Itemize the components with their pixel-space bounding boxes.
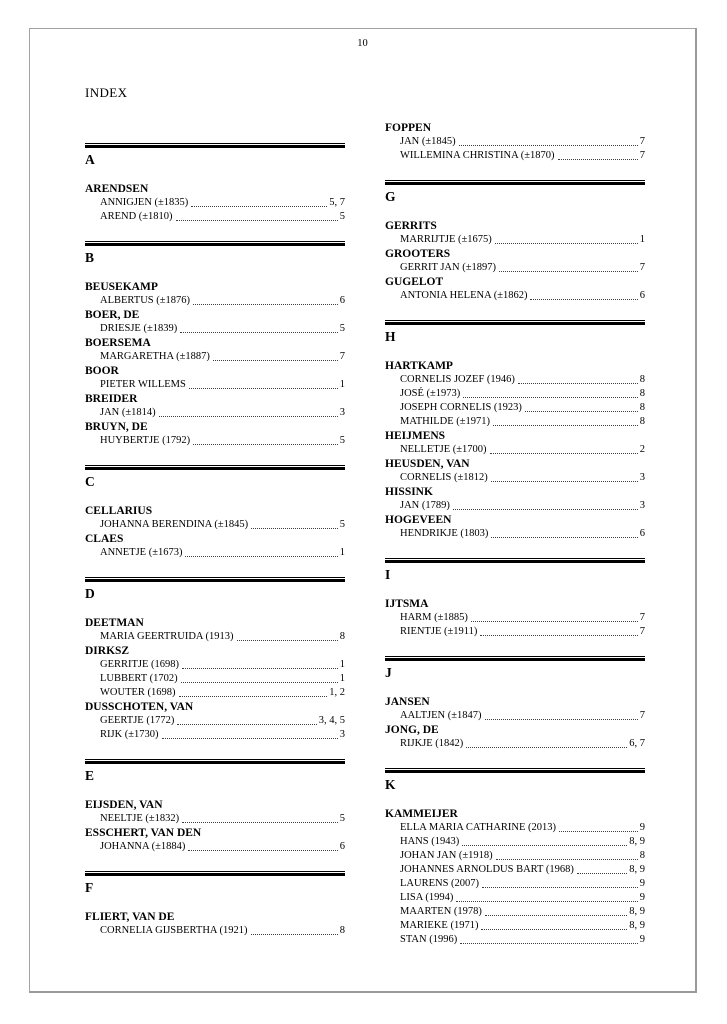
index-entry xyxy=(385,387,645,401)
dot-leader xyxy=(453,509,638,510)
section-divider xyxy=(85,577,345,603)
entry-name: ALBERTUS (±1876) xyxy=(100,295,191,306)
dot-leader xyxy=(559,831,638,832)
entry-name: CORNELIS (±1812) xyxy=(400,472,488,483)
entry-name: ANNETJE (±1673) xyxy=(100,547,183,558)
entry-page-numbers: 3 xyxy=(339,407,345,418)
entry-page-numbers: 5, 7 xyxy=(329,197,345,208)
entry-page-numbers: 8 xyxy=(339,925,345,936)
index-entry xyxy=(385,415,645,429)
index-entry xyxy=(85,630,345,644)
entry-name: ANTONIA HELENA (±1862) xyxy=(400,290,528,301)
entry-name: LAURENS (2007) xyxy=(400,878,480,889)
index-entry xyxy=(385,863,645,877)
index-entry xyxy=(385,849,645,863)
entry-page-numbers: 8 xyxy=(639,374,645,385)
entry-name: WOUTER (1698) xyxy=(100,687,176,698)
index-entry xyxy=(85,728,345,742)
entry-page-numbers: 7 xyxy=(639,136,645,147)
entry-page-numbers: 1 xyxy=(339,659,345,670)
index-entry xyxy=(385,835,645,849)
family-name: DEETMAN xyxy=(85,617,144,629)
family-name: HEIJMENS xyxy=(385,430,446,442)
entry-page-numbers: 8 xyxy=(339,631,345,642)
entry-name: RIJK (±1730) xyxy=(100,729,159,740)
index-entry xyxy=(85,378,345,392)
entry-name: RIENTJE (±1911) xyxy=(400,626,478,637)
index-entry xyxy=(385,611,645,625)
section-letter: K xyxy=(385,777,396,792)
entry-name: WILLEMINA CHRISTINA (±1870) xyxy=(400,150,555,161)
index-entry xyxy=(85,840,345,854)
entry-page-numbers: 9 xyxy=(639,934,645,945)
entry-page-numbers: 2 xyxy=(639,444,645,455)
index-entry xyxy=(385,919,645,933)
family-name: GROOTERS xyxy=(385,248,451,260)
family-name: KAMMEIJER xyxy=(385,808,458,820)
family-name: BRUYN, DE xyxy=(85,421,148,433)
dot-leader xyxy=(251,934,338,935)
entry-page-numbers: 7 xyxy=(639,612,645,623)
entry-name: MARRIJTJE (±1675) xyxy=(400,234,492,245)
entry-name: NELLETJE (±1700) xyxy=(400,444,487,455)
family-name: IJTSMA xyxy=(385,598,429,610)
entry-page-numbers: 7 xyxy=(639,262,645,273)
family-name: GERRITS xyxy=(385,220,437,232)
dot-leader xyxy=(490,453,638,454)
entry-page-numbers: 1 xyxy=(639,234,645,245)
entry-page-numbers: 7 xyxy=(339,351,345,362)
dot-leader xyxy=(495,243,638,244)
entry-page-numbers: 8 xyxy=(639,850,645,861)
dot-leader xyxy=(491,481,638,482)
family-name: JONG, DE xyxy=(385,724,439,736)
index-entry xyxy=(85,294,345,308)
entry-name: JAN (±1814) xyxy=(100,407,156,418)
dot-leader xyxy=(182,668,338,669)
entry-page-numbers: 6 xyxy=(339,841,345,852)
entry-name: GERRIT JAN (±1897) xyxy=(400,262,496,273)
entry-name: MATHILDE (±1971) xyxy=(400,416,491,427)
entry-page-numbers: 7 xyxy=(639,626,645,637)
section-letter: A xyxy=(85,152,95,167)
dot-leader xyxy=(180,332,338,333)
entry-page-numbers: 9 xyxy=(639,822,645,833)
family-name: GUGELOT xyxy=(385,276,444,288)
index-entry xyxy=(385,905,645,919)
document-page xyxy=(29,28,697,993)
dot-leader xyxy=(466,747,627,748)
index-entry xyxy=(85,322,345,336)
family-name: HOGEVEEN xyxy=(385,514,452,526)
dot-leader xyxy=(485,915,627,916)
entry-page-numbers: 8, 9 xyxy=(629,906,645,917)
family-name: BOOR xyxy=(85,365,119,377)
index-entry xyxy=(385,737,645,751)
entry-page-numbers: 8 xyxy=(639,388,645,399)
section-divider xyxy=(85,871,345,897)
family-name: DIRKSZ xyxy=(85,645,130,657)
dot-leader xyxy=(191,206,327,207)
entry-page-numbers: 6, 7 xyxy=(629,738,645,749)
index-entry xyxy=(85,812,345,826)
entry-page-numbers: 5 xyxy=(339,211,345,222)
section-divider xyxy=(385,768,645,794)
entry-name: JAN (±1845) xyxy=(400,136,456,147)
dot-leader xyxy=(491,537,637,538)
dot-leader xyxy=(485,719,638,720)
page-number: 10 xyxy=(357,38,368,49)
index-entry xyxy=(385,443,645,457)
entry-page-numbers: 7 xyxy=(639,710,645,721)
family-name: CELLARIUS xyxy=(85,505,153,517)
entry-name: MARGARETHA (±1887) xyxy=(100,351,210,362)
section-letter: H xyxy=(385,329,396,344)
dot-leader xyxy=(188,850,337,851)
section-divider xyxy=(85,143,345,169)
index-entry xyxy=(385,877,645,891)
entry-page-numbers: 1 xyxy=(339,673,345,684)
entry-name: MARIEKE (1971) xyxy=(400,920,479,931)
dot-leader xyxy=(459,145,638,146)
entry-page-numbers: 8, 9 xyxy=(629,836,645,847)
family-name: FLIERT, VAN DE xyxy=(85,911,175,923)
entry-name: AREND (±1810) xyxy=(100,211,173,222)
entry-name: JOHAN JAN (±1918) xyxy=(400,850,493,861)
index-entry xyxy=(385,933,645,947)
dot-leader xyxy=(213,360,338,361)
entry-name: MARIA GEERTRUIDA (1913) xyxy=(100,631,234,642)
dot-leader xyxy=(456,901,637,902)
index-entry xyxy=(385,261,645,275)
entry-page-numbers: 6 xyxy=(639,528,645,539)
section-letter: B xyxy=(85,250,95,265)
dot-leader xyxy=(159,416,338,417)
entry-page-numbers: 3 xyxy=(339,729,345,740)
dot-leader xyxy=(176,220,338,221)
index-entry xyxy=(385,233,645,247)
index-entry xyxy=(85,546,345,560)
entry-page-numbers: 3, 4, 5 xyxy=(318,715,345,726)
entry-page-numbers: 9 xyxy=(639,892,645,903)
entry-page-numbers: 8, 9 xyxy=(629,920,645,931)
family-name: DUSSCHOTEN, VAN xyxy=(85,701,194,713)
dot-leader xyxy=(496,859,638,860)
index-entry xyxy=(85,406,345,420)
dot-leader xyxy=(499,271,638,272)
entry-name: JAN (1789) xyxy=(400,500,450,511)
family-name: FOPPEN xyxy=(385,122,431,134)
index-entry xyxy=(85,196,345,210)
family-name: ESSCHERT, VAN DEN xyxy=(85,827,202,839)
dot-leader xyxy=(471,621,638,622)
section-divider xyxy=(385,180,645,206)
dot-leader xyxy=(482,887,638,888)
entry-name: JOSEPH CORNELIS (1923) xyxy=(400,402,522,413)
dot-leader xyxy=(558,159,638,160)
index-entry xyxy=(385,373,645,387)
entry-name: GERRITJE (1698) xyxy=(100,659,180,670)
entry-page-numbers: 1 xyxy=(339,379,345,390)
section-letter: E xyxy=(85,768,95,783)
index-title: INDEX xyxy=(85,85,128,100)
index-entry xyxy=(85,714,345,728)
entry-name: NEELTJE (±1832) xyxy=(100,813,180,824)
index-entry xyxy=(385,289,645,303)
entry-page-numbers: 5 xyxy=(339,813,345,824)
dot-leader xyxy=(193,304,338,305)
family-name: HEUSDEN, VAN xyxy=(385,458,470,470)
index-entry xyxy=(85,350,345,364)
family-name: BOER, DE xyxy=(85,309,140,321)
entry-page-numbers: 7 xyxy=(639,150,645,161)
index-entry xyxy=(385,471,645,485)
dot-leader xyxy=(251,528,338,529)
entry-page-numbers: 8, 9 xyxy=(629,864,645,875)
section-divider xyxy=(85,465,345,491)
entry-name: DRIESJE (±1839) xyxy=(100,323,178,334)
family-name: BREIDER xyxy=(85,393,138,405)
dot-leader xyxy=(185,556,337,557)
section-letter: G xyxy=(385,189,396,204)
section-letter: C xyxy=(85,474,95,489)
entry-name: JOHANNA (±1884) xyxy=(100,841,186,852)
dot-leader xyxy=(460,943,638,944)
entry-page-numbers: 6 xyxy=(639,290,645,301)
entry-name: LISA (1994) xyxy=(400,892,454,903)
entry-name: CORNELIA GIJSBERTHA (1921) xyxy=(100,925,248,936)
entry-page-numbers: 3 xyxy=(639,500,645,511)
dot-leader xyxy=(162,738,338,739)
index-entry xyxy=(85,686,345,700)
entry-page-numbers: 6 xyxy=(339,295,345,306)
index-entry xyxy=(385,625,645,639)
index-entry xyxy=(85,210,345,224)
index-column-right xyxy=(385,121,645,947)
dot-leader xyxy=(525,411,638,412)
index-entry xyxy=(385,499,645,513)
index-entry xyxy=(85,518,345,532)
entry-name: JOHANNES ARNOLDUS BART (1968) xyxy=(400,864,574,875)
entry-name: ANNIGJEN (±1835) xyxy=(100,197,189,208)
section-letter: D xyxy=(85,586,95,601)
entry-name: PIETER WILLEMS xyxy=(100,379,186,390)
family-name: JANSEN xyxy=(385,696,430,708)
dot-leader xyxy=(182,822,338,823)
entry-name: RIJKJE (1842) xyxy=(400,738,464,749)
dot-leader xyxy=(237,640,338,641)
entry-page-numbers: 5 xyxy=(339,519,345,530)
dot-leader xyxy=(193,444,338,445)
section-divider xyxy=(85,759,345,785)
entry-page-numbers: 8 xyxy=(639,402,645,413)
index-entry xyxy=(85,658,345,672)
family-name: BEUSEKAMP xyxy=(85,281,158,293)
index-entry xyxy=(85,924,345,938)
index-entry xyxy=(85,434,345,448)
index-column-left xyxy=(85,143,345,938)
entry-name: CORNELIS JOZEF (1946) xyxy=(400,374,515,385)
entry-name: HUYBERTJE (1792) xyxy=(100,435,191,446)
entry-page-numbers: 5 xyxy=(339,435,345,446)
dot-leader xyxy=(481,929,627,930)
entry-name: MAARTEN (1978) xyxy=(400,906,482,917)
dot-leader xyxy=(577,873,627,874)
entry-name: JOHANNA BERENDINA (±1845) xyxy=(100,519,249,530)
section-letter: J xyxy=(385,665,392,680)
index-entry xyxy=(385,527,645,541)
entry-page-numbers: 3 xyxy=(639,472,645,483)
entry-page-numbers: 1, 2 xyxy=(329,687,345,698)
dot-leader xyxy=(493,425,638,426)
index-entry xyxy=(385,135,645,149)
family-name: BOERSEMA xyxy=(85,337,151,349)
family-name: ARENDSEN xyxy=(85,183,149,195)
dot-leader xyxy=(530,299,637,300)
entry-name: JOSÉ (±1973) xyxy=(400,388,461,399)
family-name: HISSINK xyxy=(385,486,433,498)
family-name: HARTKAMP xyxy=(385,360,453,372)
entry-name: HANS (1943) xyxy=(400,836,460,847)
section-divider xyxy=(385,656,645,682)
entry-name: GEERTJE (1772) xyxy=(100,715,175,726)
family-name: CLAES xyxy=(85,533,124,545)
section-divider xyxy=(85,241,345,267)
section-letter: I xyxy=(385,567,391,582)
entry-name: HARM (±1885) xyxy=(400,612,468,623)
section-letter: F xyxy=(85,880,94,895)
dot-leader xyxy=(518,383,638,384)
family-name: EIJSDEN, VAN xyxy=(85,799,163,811)
dot-leader xyxy=(463,397,637,398)
dot-leader xyxy=(189,388,338,389)
entry-name: AALTJEN (±1847) xyxy=(400,710,482,721)
index-entry xyxy=(385,709,645,723)
entry-page-numbers: 9 xyxy=(639,878,645,889)
section-divider xyxy=(385,558,645,584)
index-entry xyxy=(85,672,345,686)
entry-page-numbers: 5 xyxy=(339,323,345,334)
dot-leader xyxy=(480,635,637,636)
index-entry xyxy=(385,149,645,163)
dot-leader xyxy=(181,682,338,683)
dot-leader xyxy=(462,845,627,846)
entry-page-numbers: 8 xyxy=(639,416,645,427)
entry-name: ELLA MARIA CATHARINE (2013) xyxy=(400,822,557,833)
index-entry xyxy=(385,821,645,835)
entry-name: LUBBERT (1702) xyxy=(100,673,178,684)
entry-page-numbers: 1 xyxy=(339,547,345,558)
index-entry xyxy=(385,891,645,905)
dot-leader xyxy=(177,724,316,725)
entry-name: STAN (1996) xyxy=(400,934,458,945)
section-divider xyxy=(385,320,645,346)
dot-leader xyxy=(179,696,328,697)
entry-name: HENDRIKJE (1803) xyxy=(400,528,489,539)
index-entry xyxy=(385,401,645,415)
